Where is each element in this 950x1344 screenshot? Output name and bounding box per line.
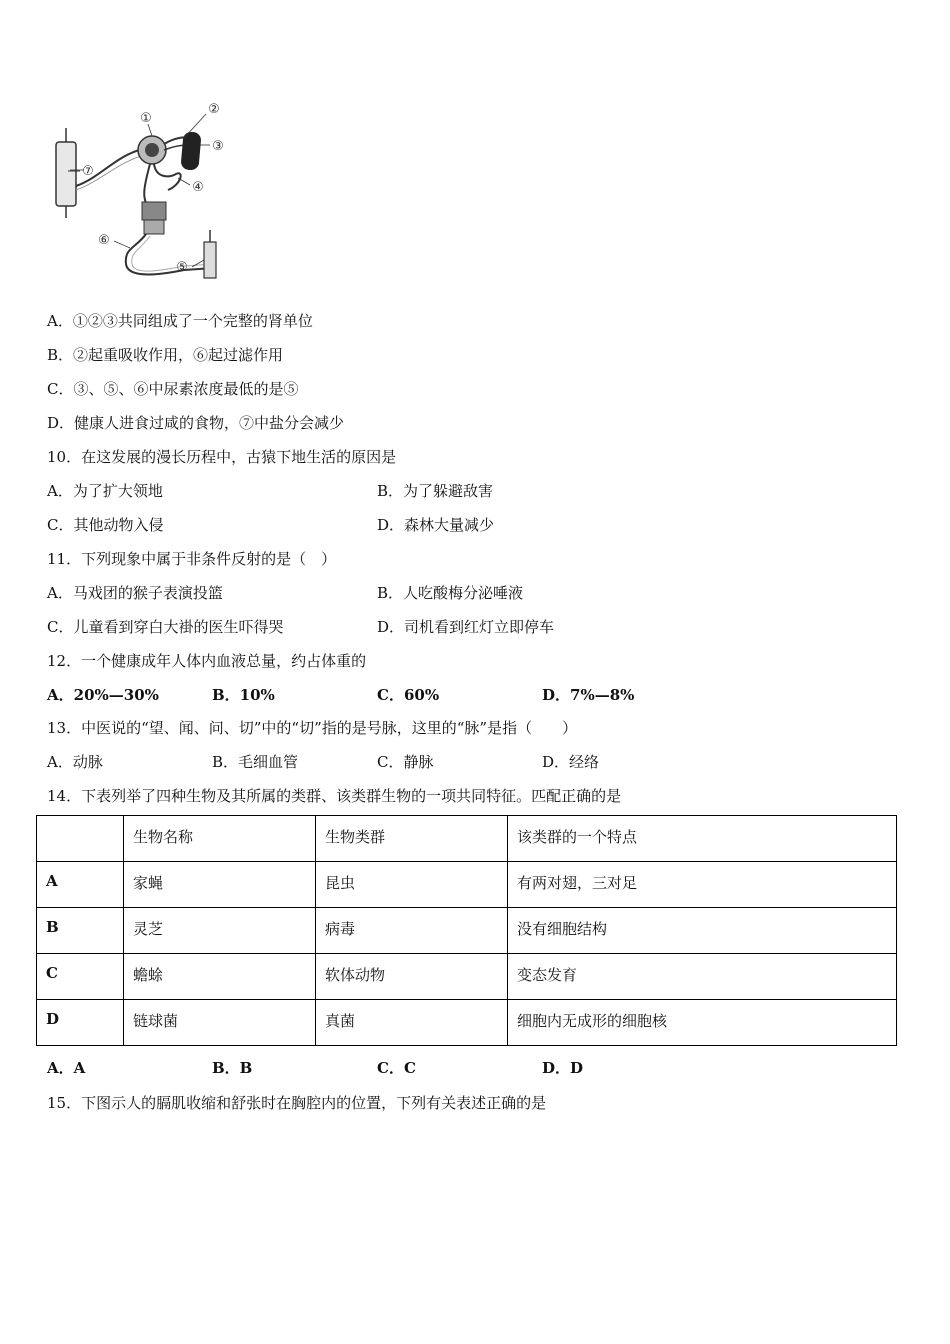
table-row [37, 862, 897, 908]
q12-option-b: B．10% [212, 686, 275, 704]
q11-option-c: C．儿童看到穿白大褂的医生吓得哭 [47, 618, 284, 636]
q10-option-b: B．为了躲避敌害 [377, 482, 494, 500]
table-header-cell: 该类群的一个特点 [508, 816, 897, 862]
table-cell: C [37, 954, 124, 1000]
q13-option-a: A．动脉 [47, 753, 103, 771]
q15-stem: 15．下图示人的膈肌收缩和舒张时在胸腔内的位置，下列有关表述正确的是 [47, 1094, 547, 1112]
q11-option-d: D．司机看到红灯立即停车 [377, 618, 555, 636]
q11-option-b: B．人吃酸梅分泌唾液 [377, 584, 524, 602]
table-cell: 软体动物 [316, 954, 508, 1000]
table-cell: 昆虫 [316, 862, 508, 908]
figure-label-4: ④ [192, 180, 204, 195]
table-cell: 病毒 [316, 908, 508, 954]
q9-option-c: C．③、⑤、⑥中尿素浓度最低的是⑤ [47, 380, 299, 398]
table-cell: 细胞内无成形的细胞核 [508, 1000, 897, 1046]
figure-label-6: ⑥ [98, 233, 110, 248]
q14-table [36, 815, 897, 1046]
table-cell: 灵芝 [124, 908, 316, 954]
q14-option-a: A．A [47, 1059, 86, 1077]
table-cell: 家蝇 [124, 862, 316, 908]
q13-option-c: C．静脉 [377, 753, 434, 771]
table-header-cell: 生物类群 [316, 816, 508, 862]
q11-stem: 11．下列现象中属于非条件反射的是（ ） [47, 550, 337, 568]
q14-option-c: C．C [377, 1059, 416, 1077]
table-cell: B [37, 908, 124, 954]
table-cell: 有两对翅，三对足 [508, 862, 897, 908]
q14-option-d: D．D [542, 1059, 584, 1077]
q14-option-b: B．B [212, 1059, 253, 1077]
table-row [37, 908, 897, 954]
figure-label-5: ⑤ [176, 260, 188, 275]
q9-option-b: B．②起重吸收作用，⑥起过滤作用 [47, 346, 284, 364]
q13-option-d: D．经络 [542, 753, 600, 771]
table-row [37, 1000, 897, 1046]
q10-option-c: C．其他动物入侵 [47, 516, 164, 534]
q10-option-a: A．为了扩大领地 [47, 482, 163, 500]
q13-stem: 13．中医说的“望、闻、问、切”中的“切”指的是号脉，这里的“脉”是指（ ） [47, 719, 578, 737]
q10-option-d: D．森林大量减少 [377, 516, 495, 534]
q13-option-b: B．毛细血管 [212, 753, 299, 771]
q9-option-d: D．健康人进食过咸的食物，⑦中盐分会减少 [47, 414, 345, 432]
q12-option-a: A．20%—30% [47, 686, 159, 704]
table-cell: D [37, 1000, 124, 1046]
figure-label-2: ② [208, 102, 220, 117]
table-cell: 变态发育 [508, 954, 897, 1000]
figure-label-7: ⑦ [82, 164, 94, 179]
q10-stem: 10．在这发展的漫长历程中，古猿下地生活的原因是 [47, 448, 397, 466]
table-header-row [37, 816, 897, 862]
figure-label-1: ① [140, 111, 152, 126]
table-cell: 蟾蜍 [124, 954, 316, 1000]
q12-stem: 12．一个健康成年人体内血液总量，约占体重的 [47, 652, 367, 670]
q12-option-c: C．60% [377, 686, 440, 704]
nephron-diagram [44, 98, 244, 288]
q11-option-a: A．马戏团的猴子表演投篮 [47, 584, 223, 602]
table-row [37, 954, 897, 1000]
table-header-cell [37, 816, 124, 862]
q9-option-a: A．①②③共同组成了一个完整的肾单位 [47, 312, 313, 330]
q12-option-d: D．7%—8% [542, 686, 635, 704]
figure-label-3: ③ [212, 139, 224, 154]
table-cell: 真菌 [316, 1000, 508, 1046]
urine-bag-figure [56, 128, 80, 218]
table-cell: A [37, 862, 124, 908]
table-cell: 没有细胞结构 [508, 908, 897, 954]
table-header-cell: 生物名称 [124, 816, 316, 862]
table-cell: 链球菌 [124, 1000, 316, 1046]
q14-stem: 14．下表列举了四种生物及其所属的类群、该类群生物的一项共同特征。匹配正确的是 [47, 787, 622, 805]
